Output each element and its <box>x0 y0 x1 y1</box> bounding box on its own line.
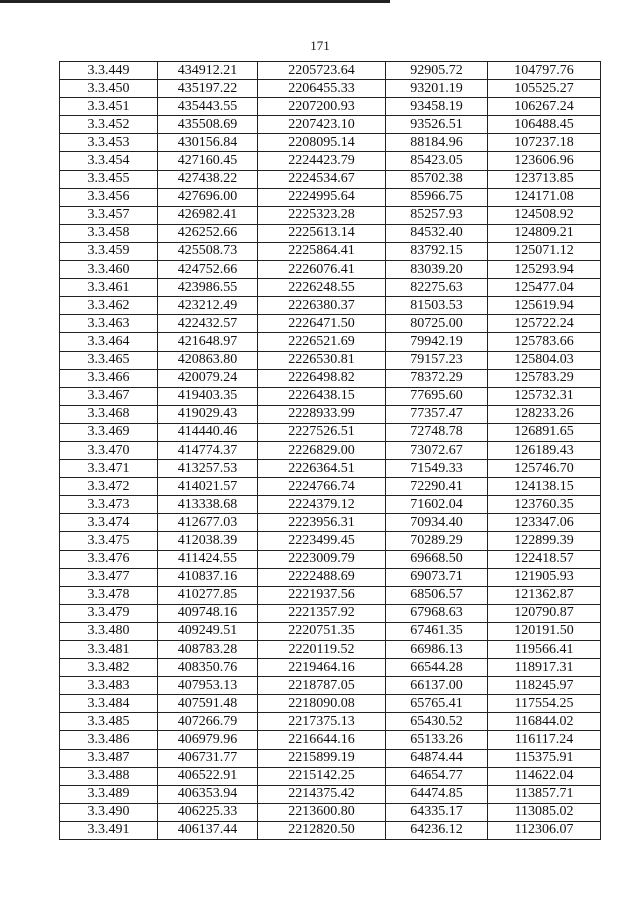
table-row <box>60 423 601 441</box>
table-row <box>60 279 601 297</box>
local-y-cell: 122899.39 <box>488 532 601 550</box>
y-coordinate-cell: 2224379.12 <box>258 496 386 514</box>
coordinates-table <box>59 61 601 840</box>
point-id-cell: 3.3.462 <box>60 297 158 315</box>
point-id-cell: 3.3.479 <box>60 604 158 622</box>
x-coordinate-cell: 434912.21 <box>158 62 258 80</box>
top-rule <box>0 0 390 3</box>
local-y-cell: 124508.92 <box>488 206 601 224</box>
local-x-cell: 64654.77 <box>386 767 488 785</box>
local-x-cell: 65430.52 <box>386 713 488 731</box>
point-id-cell: 3.3.452 <box>60 116 158 134</box>
y-coordinate-cell: 2220119.52 <box>258 641 386 659</box>
x-coordinate-cell: 406137.44 <box>158 821 258 839</box>
table-row <box>60 261 601 279</box>
point-id-cell: 3.3.461 <box>60 279 158 297</box>
local-x-cell: 71549.33 <box>386 460 488 478</box>
local-x-cell: 70289.29 <box>386 532 488 550</box>
local-y-cell: 128233.26 <box>488 405 601 423</box>
y-coordinate-cell: 2219464.16 <box>258 659 386 677</box>
x-coordinate-cell: 407953.13 <box>158 677 258 695</box>
y-coordinate-cell: 2214375.42 <box>258 785 386 803</box>
x-coordinate-cell: 408783.28 <box>158 641 258 659</box>
local-y-cell: 113857.71 <box>488 785 601 803</box>
x-coordinate-cell: 406225.33 <box>158 803 258 821</box>
point-id-cell: 3.3.455 <box>60 170 158 188</box>
point-id-cell: 3.3.480 <box>60 622 158 640</box>
local-y-cell: 120790.87 <box>488 604 601 622</box>
table-row <box>60 677 601 695</box>
x-coordinate-cell: 408350.76 <box>158 659 258 677</box>
point-id-cell: 3.3.467 <box>60 387 158 405</box>
local-y-cell: 124138.15 <box>488 478 601 496</box>
x-coordinate-cell: 412038.39 <box>158 532 258 550</box>
table-row <box>60 749 601 767</box>
point-id-cell: 3.3.465 <box>60 351 158 369</box>
table-row <box>60 297 601 315</box>
point-id-cell: 3.3.472 <box>60 478 158 496</box>
local-x-cell: 64474.85 <box>386 785 488 803</box>
point-id-cell: 3.3.460 <box>60 261 158 279</box>
table-row <box>60 478 601 496</box>
y-coordinate-cell: 2216644.16 <box>258 731 386 749</box>
local-y-cell: 106267.24 <box>488 98 601 116</box>
table-row <box>60 351 601 369</box>
point-id-cell: 3.3.459 <box>60 242 158 260</box>
y-coordinate-cell: 2213600.80 <box>258 803 386 821</box>
y-coordinate-cell: 2228933.99 <box>258 405 386 423</box>
point-id-cell: 3.3.484 <box>60 695 158 713</box>
x-coordinate-cell: 423212.49 <box>158 297 258 315</box>
local-y-cell: 107237.18 <box>488 134 601 152</box>
local-x-cell: 82275.63 <box>386 279 488 297</box>
y-coordinate-cell: 2224766.74 <box>258 478 386 496</box>
local-x-cell: 64335.17 <box>386 803 488 821</box>
local-x-cell: 64236.12 <box>386 821 488 839</box>
point-id-cell: 3.3.453 <box>60 134 158 152</box>
point-id-cell: 3.3.469 <box>60 423 158 441</box>
y-coordinate-cell: 2226829.00 <box>258 441 386 459</box>
local-y-cell: 124809.21 <box>488 224 601 242</box>
table-row <box>60 170 601 188</box>
y-coordinate-cell: 2225323.28 <box>258 206 386 224</box>
local-y-cell: 105525.27 <box>488 80 601 98</box>
x-coordinate-cell: 426252.66 <box>158 224 258 242</box>
table-row <box>60 568 601 586</box>
local-y-cell: 123760.35 <box>488 496 601 514</box>
table-row <box>60 80 601 98</box>
local-y-cell: 125732.31 <box>488 387 601 405</box>
local-y-cell: 125746.70 <box>488 460 601 478</box>
x-coordinate-cell: 407266.79 <box>158 713 258 731</box>
local-y-cell: 123347.06 <box>488 514 601 532</box>
y-coordinate-cell: 2225864.41 <box>258 242 386 260</box>
local-x-cell: 88184.96 <box>386 134 488 152</box>
local-x-cell: 69073.71 <box>386 568 488 586</box>
local-x-cell: 68506.57 <box>386 586 488 604</box>
point-id-cell: 3.3.478 <box>60 586 158 604</box>
x-coordinate-cell: 409249.51 <box>158 622 258 640</box>
point-id-cell: 3.3.458 <box>60 224 158 242</box>
y-coordinate-cell: 2206455.33 <box>258 80 386 98</box>
table-row <box>60 116 601 134</box>
table-row <box>60 98 601 116</box>
y-coordinate-cell: 2226076.41 <box>258 261 386 279</box>
table-row <box>60 315 601 333</box>
point-id-cell: 3.3.483 <box>60 677 158 695</box>
x-coordinate-cell: 420863.80 <box>158 351 258 369</box>
local-y-cell: 118917.31 <box>488 659 601 677</box>
y-coordinate-cell: 2207423.10 <box>258 116 386 134</box>
table-row <box>60 785 601 803</box>
local-x-cell: 93201.19 <box>386 80 488 98</box>
local-y-cell: 119566.41 <box>488 641 601 659</box>
x-coordinate-cell: 435508.69 <box>158 116 258 134</box>
y-coordinate-cell: 2226438.15 <box>258 387 386 405</box>
table-row <box>60 713 601 731</box>
local-x-cell: 83039.20 <box>386 261 488 279</box>
local-y-cell: 116117.24 <box>488 731 601 749</box>
y-coordinate-cell: 2220751.35 <box>258 622 386 640</box>
point-id-cell: 3.3.450 <box>60 80 158 98</box>
y-coordinate-cell: 2217375.13 <box>258 713 386 731</box>
local-x-cell: 93526.51 <box>386 116 488 134</box>
local-y-cell: 113085.02 <box>488 803 601 821</box>
x-coordinate-cell: 407591.48 <box>158 695 258 713</box>
x-coordinate-cell: 413257.53 <box>158 460 258 478</box>
y-coordinate-cell: 2221357.92 <box>258 604 386 622</box>
y-coordinate-cell: 2218090.08 <box>258 695 386 713</box>
local-x-cell: 66544.28 <box>386 659 488 677</box>
x-coordinate-cell: 412677.03 <box>158 514 258 532</box>
local-x-cell: 66986.13 <box>386 641 488 659</box>
y-coordinate-cell: 2226380.37 <box>258 297 386 315</box>
table-row <box>60 695 601 713</box>
y-coordinate-cell: 2218787.05 <box>258 677 386 695</box>
page-number: 171 <box>310 38 330 53</box>
x-coordinate-cell: 422432.57 <box>158 315 258 333</box>
local-x-cell: 70934.40 <box>386 514 488 532</box>
point-id-cell: 3.3.473 <box>60 496 158 514</box>
y-coordinate-cell: 2223956.31 <box>258 514 386 532</box>
local-y-cell: 106488.45 <box>488 116 601 134</box>
x-coordinate-cell: 423986.55 <box>158 279 258 297</box>
point-id-cell: 3.3.485 <box>60 713 158 731</box>
x-coordinate-cell: 427438.22 <box>158 170 258 188</box>
x-coordinate-cell: 414774.37 <box>158 441 258 459</box>
local-x-cell: 73072.67 <box>386 441 488 459</box>
x-coordinate-cell: 435443.55 <box>158 98 258 116</box>
y-coordinate-cell: 2215899.19 <box>258 749 386 767</box>
local-x-cell: 84532.40 <box>386 224 488 242</box>
local-x-cell: 85966.75 <box>386 188 488 206</box>
point-id-cell: 3.3.470 <box>60 441 158 459</box>
table-row <box>60 586 601 604</box>
x-coordinate-cell: 426982.41 <box>158 206 258 224</box>
point-id-cell: 3.3.476 <box>60 550 158 568</box>
coordinates-table-body <box>60 62 601 840</box>
table-row <box>60 242 601 260</box>
table-row <box>60 550 601 568</box>
y-coordinate-cell: 2207200.93 <box>258 98 386 116</box>
y-coordinate-cell: 2205723.64 <box>258 62 386 80</box>
table-row <box>60 514 601 532</box>
local-y-cell: 115375.91 <box>488 749 601 767</box>
point-id-cell: 3.3.466 <box>60 369 158 387</box>
local-y-cell: 123713.85 <box>488 170 601 188</box>
y-coordinate-cell: 2223499.45 <box>258 532 386 550</box>
y-coordinate-cell: 2227526.51 <box>258 423 386 441</box>
point-id-cell: 3.3.489 <box>60 785 158 803</box>
table-row <box>60 803 601 821</box>
local-x-cell: 78372.29 <box>386 369 488 387</box>
local-y-cell: 125804.03 <box>488 351 601 369</box>
local-x-cell: 65765.41 <box>386 695 488 713</box>
y-coordinate-cell: 2226248.55 <box>258 279 386 297</box>
point-id-cell: 3.3.491 <box>60 821 158 839</box>
local-y-cell: 124171.08 <box>488 188 601 206</box>
table-row <box>60 604 601 622</box>
local-y-cell: 122418.57 <box>488 550 601 568</box>
local-x-cell: 79157.23 <box>386 351 488 369</box>
local-x-cell: 71602.04 <box>386 496 488 514</box>
y-coordinate-cell: 2215142.25 <box>258 767 386 785</box>
table-row <box>60 460 601 478</box>
table-row <box>60 134 601 152</box>
x-coordinate-cell: 413338.68 <box>158 496 258 514</box>
point-id-cell: 3.3.468 <box>60 405 158 423</box>
local-x-cell: 85702.38 <box>386 170 488 188</box>
local-y-cell: 125619.94 <box>488 297 601 315</box>
local-x-cell: 67968.63 <box>386 604 488 622</box>
local-y-cell: 121362.87 <box>488 586 601 604</box>
y-coordinate-cell: 2226530.81 <box>258 351 386 369</box>
table-row <box>60 405 601 423</box>
local-y-cell: 117554.25 <box>488 695 601 713</box>
point-id-cell: 3.3.486 <box>60 731 158 749</box>
y-coordinate-cell: 2224534.67 <box>258 170 386 188</box>
point-id-cell: 3.3.475 <box>60 532 158 550</box>
x-coordinate-cell: 425508.73 <box>158 242 258 260</box>
x-coordinate-cell: 420079.24 <box>158 369 258 387</box>
local-x-cell: 77695.60 <box>386 387 488 405</box>
local-x-cell: 66137.00 <box>386 677 488 695</box>
local-x-cell: 80725.00 <box>386 315 488 333</box>
local-y-cell: 120191.50 <box>488 622 601 640</box>
table-row <box>60 188 601 206</box>
x-coordinate-cell: 406353.94 <box>158 785 258 803</box>
local-y-cell: 125293.94 <box>488 261 601 279</box>
local-y-cell: 104797.76 <box>488 62 601 80</box>
local-y-cell: 125071.12 <box>488 242 601 260</box>
local-x-cell: 65133.26 <box>386 731 488 749</box>
table-row <box>60 369 601 387</box>
point-id-cell: 3.3.471 <box>60 460 158 478</box>
table-row <box>60 622 601 640</box>
table-row <box>60 641 601 659</box>
x-coordinate-cell: 409748.16 <box>158 604 258 622</box>
local-y-cell: 126189.43 <box>488 441 601 459</box>
point-id-cell: 3.3.487 <box>60 749 158 767</box>
table-row <box>60 206 601 224</box>
local-x-cell: 72290.41 <box>386 478 488 496</box>
point-id-cell: 3.3.454 <box>60 152 158 170</box>
local-y-cell: 125477.04 <box>488 279 601 297</box>
local-y-cell: 112306.07 <box>488 821 601 839</box>
local-y-cell: 116844.02 <box>488 713 601 731</box>
x-coordinate-cell: 419403.35 <box>158 387 258 405</box>
x-coordinate-cell: 411424.55 <box>158 550 258 568</box>
table-row <box>60 224 601 242</box>
x-coordinate-cell: 414440.46 <box>158 423 258 441</box>
point-id-cell: 3.3.451 <box>60 98 158 116</box>
table-row <box>60 496 601 514</box>
local-y-cell: 114622.04 <box>488 767 601 785</box>
table-row <box>60 62 601 80</box>
x-coordinate-cell: 410837.16 <box>158 568 258 586</box>
x-coordinate-cell: 410277.85 <box>158 586 258 604</box>
local-y-cell: 121905.93 <box>488 568 601 586</box>
local-x-cell: 72748.78 <box>386 423 488 441</box>
y-coordinate-cell: 2224995.64 <box>258 188 386 206</box>
x-coordinate-cell: 435197.22 <box>158 80 258 98</box>
x-coordinate-cell: 427160.45 <box>158 152 258 170</box>
y-coordinate-cell: 2226364.51 <box>258 460 386 478</box>
y-coordinate-cell: 2226498.82 <box>258 369 386 387</box>
point-id-cell: 3.3.474 <box>60 514 158 532</box>
local-x-cell: 93458.19 <box>386 98 488 116</box>
point-id-cell: 3.3.449 <box>60 62 158 80</box>
local-x-cell: 77357.47 <box>386 405 488 423</box>
table-row <box>60 532 601 550</box>
local-x-cell: 92905.72 <box>386 62 488 80</box>
point-id-cell: 3.3.456 <box>60 188 158 206</box>
x-coordinate-cell: 406522.91 <box>158 767 258 785</box>
local-y-cell: 118245.97 <box>488 677 601 695</box>
table-row <box>60 731 601 749</box>
local-x-cell: 81503.53 <box>386 297 488 315</box>
table-row <box>60 441 601 459</box>
point-id-cell: 3.3.481 <box>60 641 158 659</box>
local-y-cell: 125722.24 <box>488 315 601 333</box>
local-y-cell: 123606.96 <box>488 152 601 170</box>
x-coordinate-cell: 414021.57 <box>158 478 258 496</box>
local-x-cell: 83792.15 <box>386 242 488 260</box>
point-id-cell: 3.3.464 <box>60 333 158 351</box>
local-x-cell: 67461.35 <box>386 622 488 640</box>
local-y-cell: 125783.29 <box>488 369 601 387</box>
x-coordinate-cell: 406979.96 <box>158 731 258 749</box>
point-id-cell: 3.3.488 <box>60 767 158 785</box>
local-x-cell: 85423.05 <box>386 152 488 170</box>
y-coordinate-cell: 2226471.50 <box>258 315 386 333</box>
y-coordinate-cell: 2212820.50 <box>258 821 386 839</box>
y-coordinate-cell: 2223009.79 <box>258 550 386 568</box>
local-y-cell: 126891.65 <box>488 423 601 441</box>
x-coordinate-cell: 427696.00 <box>158 188 258 206</box>
y-coordinate-cell: 2224423.79 <box>258 152 386 170</box>
y-coordinate-cell: 2222488.69 <box>258 568 386 586</box>
local-x-cell: 79942.19 <box>386 333 488 351</box>
y-coordinate-cell: 2226521.69 <box>258 333 386 351</box>
table-row <box>60 152 601 170</box>
point-id-cell: 3.3.490 <box>60 803 158 821</box>
point-id-cell: 3.3.477 <box>60 568 158 586</box>
y-coordinate-cell: 2208095.14 <box>258 134 386 152</box>
point-id-cell: 3.3.482 <box>60 659 158 677</box>
table-row <box>60 659 601 677</box>
table-row <box>60 387 601 405</box>
x-coordinate-cell: 421648.97 <box>158 333 258 351</box>
x-coordinate-cell: 419029.43 <box>158 405 258 423</box>
x-coordinate-cell: 406731.77 <box>158 749 258 767</box>
table-row <box>60 333 601 351</box>
y-coordinate-cell: 2225613.14 <box>258 224 386 242</box>
table-row <box>60 767 601 785</box>
x-coordinate-cell: 424752.66 <box>158 261 258 279</box>
local-x-cell: 64874.44 <box>386 749 488 767</box>
point-id-cell: 3.3.457 <box>60 206 158 224</box>
table-row <box>60 821 601 839</box>
local-y-cell: 125783.66 <box>488 333 601 351</box>
local-x-cell: 69668.50 <box>386 550 488 568</box>
x-coordinate-cell: 430156.84 <box>158 134 258 152</box>
y-coordinate-cell: 2221937.56 <box>258 586 386 604</box>
local-x-cell: 85257.93 <box>386 206 488 224</box>
point-id-cell: 3.3.463 <box>60 315 158 333</box>
